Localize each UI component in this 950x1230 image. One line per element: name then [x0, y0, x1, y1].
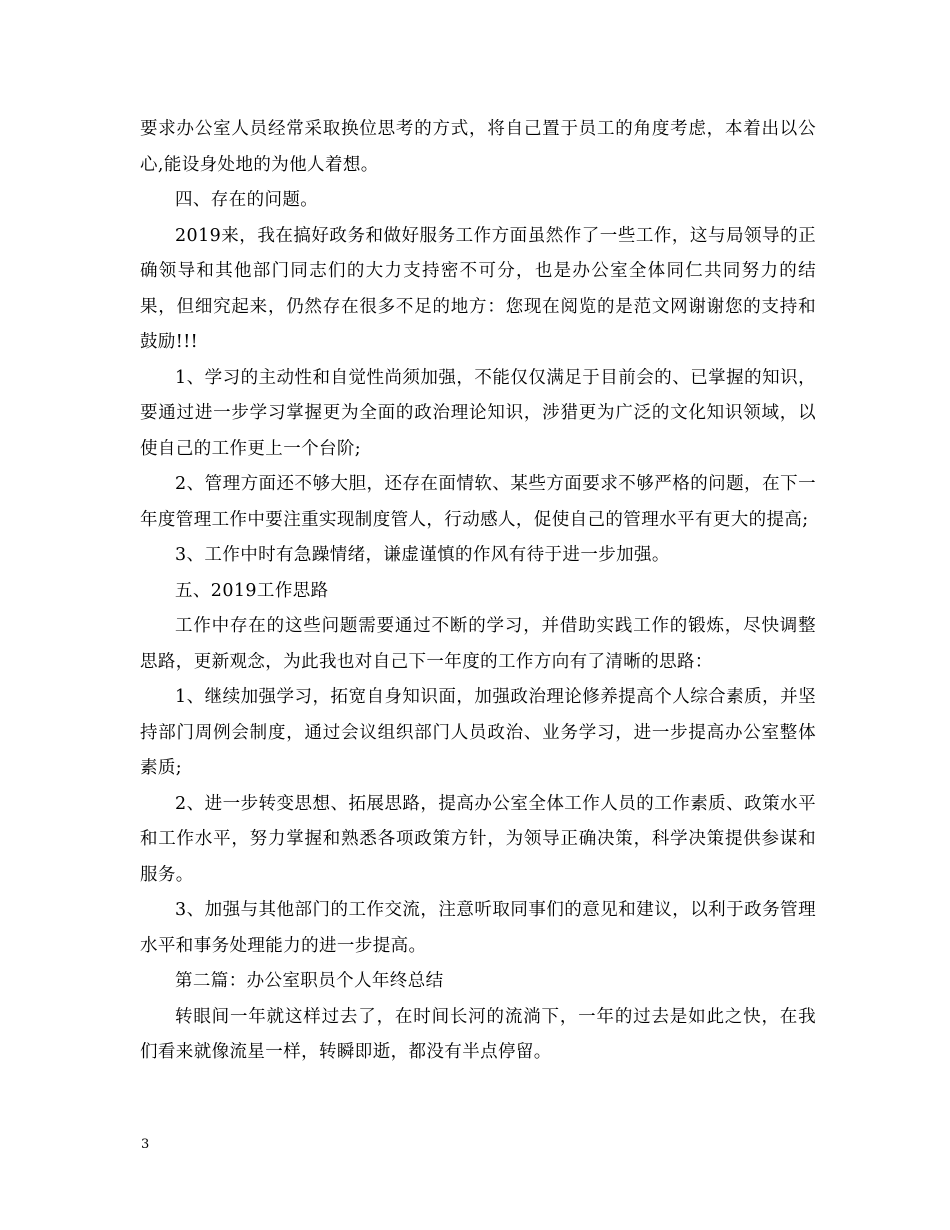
list-item-problem-2: 2、管理方面还不够大胆，还存在面情软、某些方面要求不够严格的问题，在下一年度管理工作中要注重实现制度管人，行动感人，促使自己的管理水平有更大的提高; — [140, 474, 816, 530]
page-number: 3 — [141, 1137, 150, 1152]
list-item-problem-3: 3、工作中时有急躁情绪，谦虚谨慎的作风有待于进一步加强。 — [175, 545, 670, 565]
chapter-heading: 第二篇：办公室职员个人年终总结 — [175, 971, 444, 991]
body-paragraph: 工作中存在的这些问题需要通过不断的学习，并借助实践工作的锻炼，尽快调整思路，更新观念，为此我也对自己下一年度的工作方向有了清晰的思路： — [140, 616, 816, 672]
list-item-problem-1: 1、学习的主动性和自觉性尚须加强，不能仅仅满足于目前会的、已掌握的知识，要通过进一步学习掌握更为全面的政治理论知识，涉猎更为广泛的文化知识领域，以使自己的工作更上一个台阶; — [140, 367, 816, 459]
list-item-plan-3: 3、加强与其他部门的工作交流，注意听取同事们的意见和建议，以利于政务管理水平和事务处理能力的进一步提高。 — [140, 900, 816, 956]
body-paragraph: 2019来，我在搞好政务和做好服务工作方面虽然作了一些工作，这与局领导的正确领导和其他部门同志们的大力支持密不可分，也是办公室全体同仁共同努力的结果，但细究起来，仍然存在很多不足的地方：您现在阅览的是范文网谢谢您的支持和鼓励!!! — [140, 225, 816, 352]
document-body — [140, 112, 816, 1071]
list-item-plan-2: 2、进一步转变思想、拓展思路，提高办公室全体工作人员的工作素质、政策水平和工作水平，努力掌握和熟悉各项政策方针，为领导正确决策，科学决策提供参谋和服务。 — [140, 793, 816, 885]
body-paragraph: 转眼间一年就这样过去了，在时间长河的流淌下，一年的过去是如此之快，在我们看来就像流星一样，转瞬即逝，都没有半点停留。 — [140, 1006, 816, 1062]
body-paragraph-continued: 要求办公室人员经常采取换位思考的方式，将自己置于员工的角度考虑，本着出以公心,能设身处地的为他人着想。 — [140, 119, 816, 175]
section-heading-problems: 四、存在的问题。 — [175, 190, 319, 210]
section-heading-work-plan: 五、2019工作思路 — [175, 580, 329, 601]
list-item-plan-1: 1、继续加强学习，拓宽自身知识面，加强政治理论修养提高个人综合素质，并坚持部门周例会制度，通过会议组织部门人员政治、业务学习，进一步提高办公室整体素质; — [140, 687, 816, 778]
